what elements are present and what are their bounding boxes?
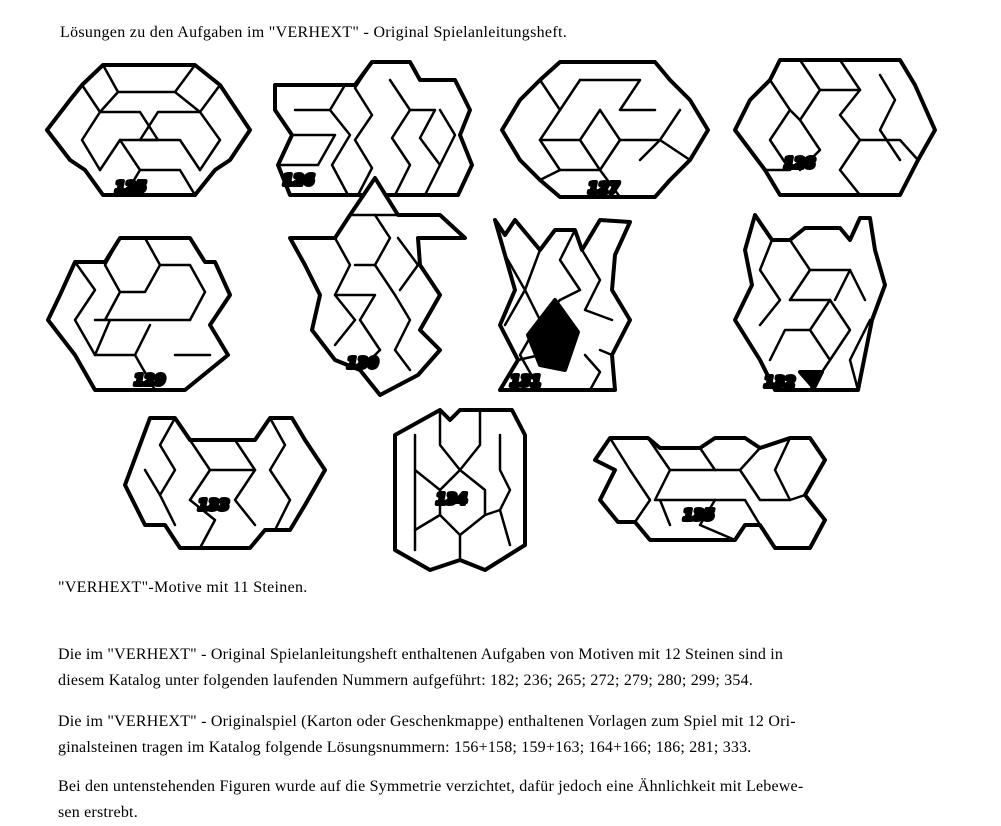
puzzle-126 [275,62,472,195]
puzzle-127 [502,62,708,197]
paragraph-symmetry-note [58,774,958,826]
puzzle-129 [48,238,230,390]
puzzle-130 [290,178,465,395]
puzzle-131-number: 131 [510,372,542,390]
paragraph-original-templates [58,709,958,761]
puzzle-128-number: 128 [784,154,816,172]
puzzle-127-number: 127 [588,179,620,197]
puzzle-134 [395,410,525,570]
puzzle-132-number: 132 [764,373,796,391]
figures-caption: "VERHEXT"-Motive mit 11 Steinen. [58,579,308,596]
puzzle-125-number: 125 [115,178,147,196]
puzzle-132 [735,215,885,391]
paragraph-symmetry-note-line-1: Bei den untenstehenden Figuren wurde auf die Symmetrie verzichtet, dafür jedoch eine Ähnlichkeit mit Lebewe- [58,778,804,795]
paragraph-12-stones-line-1: Die im "VERHEXT" - Original Spielanleitungsheft enthaltenen Aufgaben von Motiven mit 12 Steinen sind in [58,646,784,663]
puzzle-135 [595,438,825,548]
puzzle-134-number: 134 [436,490,468,508]
page-heading: Lösungen zu den Aufgaben im "VERHEXT" - Original Spielanleitungsheft. [60,24,567,41]
paragraph-original-templates-line-2: ginalsteinen tragen im Katalog folgende Lösungsnummern: 156+158; 159+163; 164+166; 186; 281; 333. [58,739,752,756]
puzzle-135-number: 135 [683,506,715,524]
puzzle-125 [47,65,250,196]
puzzle-133-number: 133 [198,496,230,514]
puzzle-130-number: 130 [347,354,379,372]
puzzle-129-number: 129 [134,371,166,389]
paragraph-original-templates-line-1: Die im "VERHEXT" - Originalspiel (Karton oder Geschenkmappe) enthaltenen Vorlagen zum Spiel mit 12 Ori- [58,713,796,730]
puzzle-126-number: 126 [283,171,315,189]
paragraph-12-stones [58,642,958,694]
puzzle-133 [125,418,325,548]
paragraph-12-stones-line-2: diesem Katalog unter folgenden laufenden Nummern aufgeführt: 182; 236; 265; 272; 279; 280; 299; 354. [58,672,753,689]
puzzle-131 [495,220,630,390]
puzzle-128 [735,60,935,195]
paragraph-symmetry-note-line-2: sen erstrebt. [58,804,138,821]
